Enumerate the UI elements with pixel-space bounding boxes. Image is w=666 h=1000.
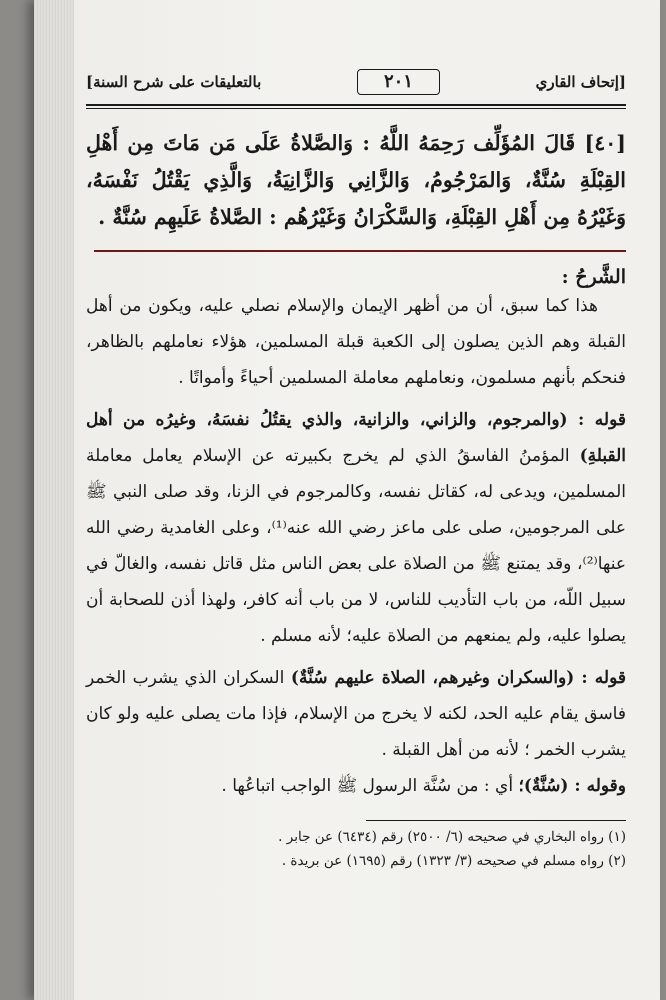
sharh-paragraph-1: هذا كما سبق، أن من أظهر الإيمان والإسلام نصلي عليه، ويكون من أهل القبلة وهم الذين يصلون إلى الكعبة قبلة المسلمين، هؤلاء نعاملهم بالظاهر، فنحكم بأنهم مسلمون، ونعاملهم معاملة المسلمين أحياءً وأمواتًا . <box>86 296 626 388</box>
paragraph-2-lead: قوله : (والمرجوم، والزاني، والزانية، والذي يقتُلُ نفسَهُ، وغيرُه من أهل القبلةِ) <box>86 410 626 466</box>
page-edge <box>34 0 74 1000</box>
running-header <box>86 66 626 98</box>
paragraph-2-text: المؤمنُ الفاسقُ الذي لم يخرج بكبيرته عن الإسلام يعامل معاملة المسلمين، ويدعى له، كقاتل نفسه، وكالمرجوم في الزنا، وقد صلى النبي ﷺ على المرجومين، صلى على ماعز رضي الله عنه⁽¹⁾، وعلى الغامدية رضي الله عنها⁽²⁾، وقد يمتنع ﷺ من الصلاة على بعض الناس مثل قاتل نفسه، والغالّ في سبيل اللّه، من باب التأديب للناس، لا من باب أنه كافر، ولهذا أذن للصحابة أن يصلوا عليه، ولم يمنعهم من الصلاة عليه؛ لأنه مسلم . <box>86 446 627 646</box>
paragraph-3-lead: قوله : (والسكران وغيرهم، الصلاة عليهم سُنَّةٌ) <box>290 668 626 688</box>
header-rule-thin <box>86 108 626 109</box>
paragraph-4-lead: وقوله : (سُنَّةٌ)؛ <box>518 776 626 796</box>
paragraph-3-text: السكران الذي يشرب الخمر فاسق يقام عليه الحد، لكنه لا يخرج من الإسلام، فإذا مات يصلى عليه ولو كان يشرب الخمر ؛ لأنه من أهل القبلة . <box>86 668 626 760</box>
header-rule <box>86 104 626 106</box>
footnote-1: (١) رواه البخاري في صحيحه (٦/ ٢٥٠٠) رقم (٦٤٣٤) عن جابر . <box>278 829 626 845</box>
sharh-paragraph-3 <box>86 660 626 768</box>
book-page <box>34 0 660 1000</box>
footnote-2: (٢) رواه مسلم في صحيحه (٣/ ١٣٢٣) رقم (١٦٩٥) عن بريدة . <box>281 853 626 869</box>
page-content <box>86 66 626 960</box>
matn-body: وَالصَّلاةُ عَلَى مَن مَاتَ مِن أَهْلِ القِبْلَةِ سُنَّةٌ، وَالمَرْجُومُ، وَالزَّانِي وَالزَّانِيَةُ، وَالَّذِي يَقْتُلُ نَفْسَهُ، وَغَيْرُهُ مِن أَهْلِ القِبْلَةِ، وَالسَّكْرَانُ وَغَيْرُهُم : الصَّلاةُ عَلَيهِم سُنَّةٌ . <box>86 131 626 229</box>
sharh-paragraph-2 <box>86 402 626 654</box>
sharh-heading: الشَّرحُ : <box>561 266 626 288</box>
matn-number: [٤٠] قَالَ المُؤَلِّف رَحِمَهُ اللَّهُ : <box>362 131 626 155</box>
matn-text <box>86 125 626 236</box>
page-number: ٢٠١ <box>357 69 440 95</box>
paragraph-4-text: أي : من سُنَّة الرسول ﷺ الواجب اتباعُها . <box>221 776 514 796</box>
header-book-title: [إتحاف القاري <box>535 73 626 91</box>
header-subtitle: بالتعليقات على شرح السنة] <box>86 73 262 91</box>
footnote-rule <box>366 820 626 821</box>
sharh-paragraph-4 <box>86 768 626 804</box>
section-divider <box>94 250 626 252</box>
